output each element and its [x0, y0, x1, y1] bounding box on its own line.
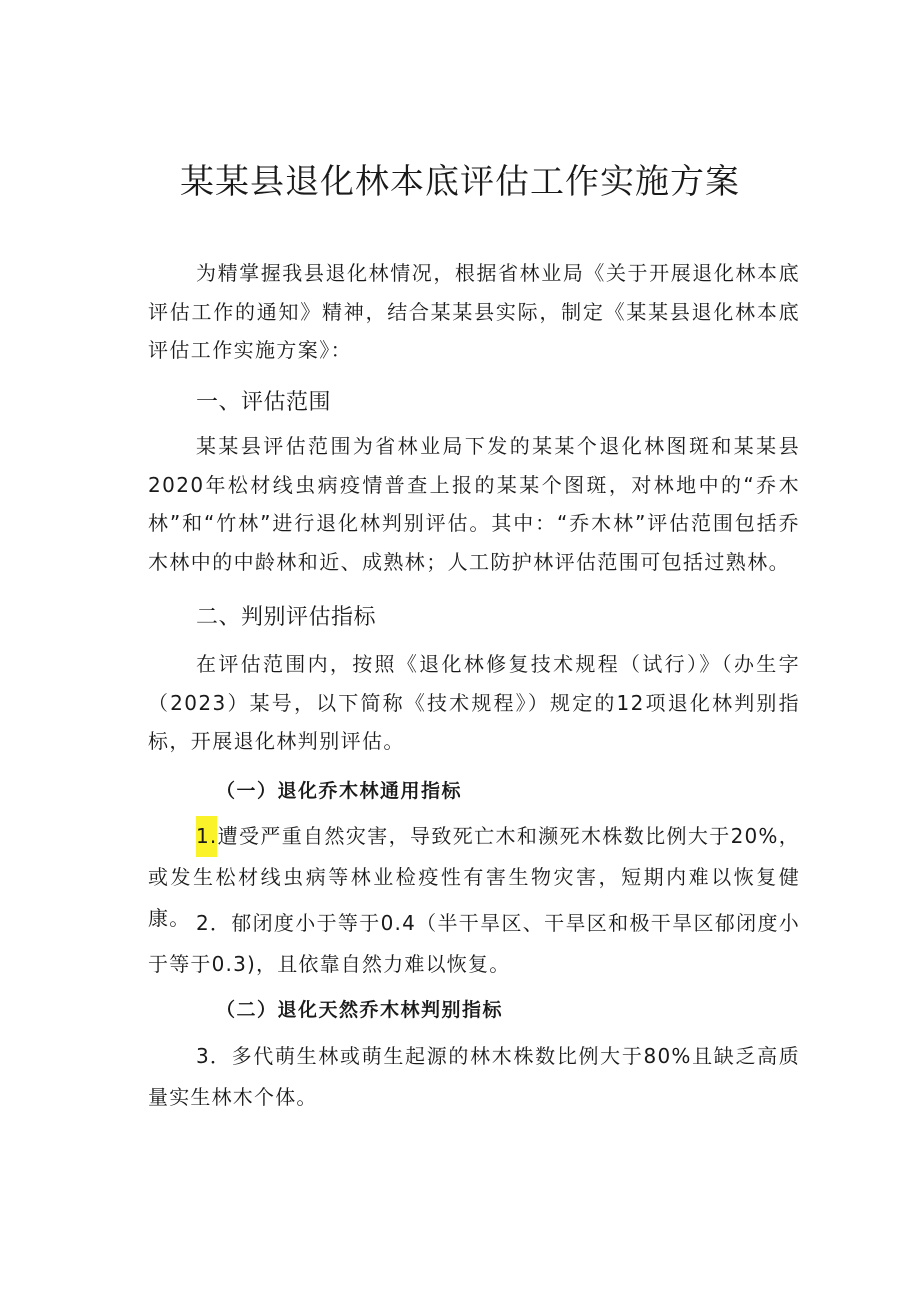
criterion-item-2 — [148, 903, 800, 985]
criterion-number-highlighted: 1. — [196, 816, 217, 857]
criterion-text: 多代萌生林或萌生起源的林木株数比例大于80%且缺乏高质量实生林木个体。 — [148, 1044, 800, 1109]
section-heading-criteria: 二、判别评估指标 — [196, 605, 377, 630]
criteria-paragraph: 在评估范围内，按照《退化林修复技术规程（试行）》（办生字（2023）某号，以下简称《技术规程》）规定的12项退化林判别指标，开展退化林判别评估。 — [148, 652, 800, 753]
criterion-text: 郁闭度小于等于0.4（半干旱区、干旱区和极干旱区郁闭度小于等于0.3)，且依靠自然力难以恢复。 — [148, 911, 800, 976]
criterion-text: 遭受严重自然灾害，导致死亡木和濒死木株数比例大于20%，或发生松材线虫病等林业检疫性有害生物灾害，短期内难以恢复健康。 — [148, 824, 800, 930]
document-title: 某某县退化林本底评估工作实施方案 — [180, 162, 740, 202]
criterion-number: 2． — [196, 911, 232, 935]
criterion-item-3 — [148, 1036, 800, 1118]
intro-paragraph: 为精掌握我县退化林情况，根据省林业局《关于开展退化林本底评估工作的通知》精神，结合某某县实际，制定《某某县退化林本底评估工作实施方案》： — [148, 261, 800, 362]
scope-paragraph: 某某县评估范围为省林业局下发的某某个退化林图斑和某某县2020年松材线虫病疫情普查上报的某某个图斑，对林地中的“乔木林”和“竹林”进行退化林判别评估。其中：“乔木林”评估范围包括乔木林中的中龄林和近、成熟林；人工防护林评估范围可包括过熟林。 — [148, 434, 800, 574]
subsection-heading-general: （一）退化乔木林通用指标 — [216, 780, 463, 802]
section-heading-scope: 一、评估范围 — [196, 390, 332, 415]
criterion-number: 3． — [196, 1044, 232, 1068]
subsection-heading-natural: （二）退化天然乔木林判别指标 — [216, 999, 504, 1021]
